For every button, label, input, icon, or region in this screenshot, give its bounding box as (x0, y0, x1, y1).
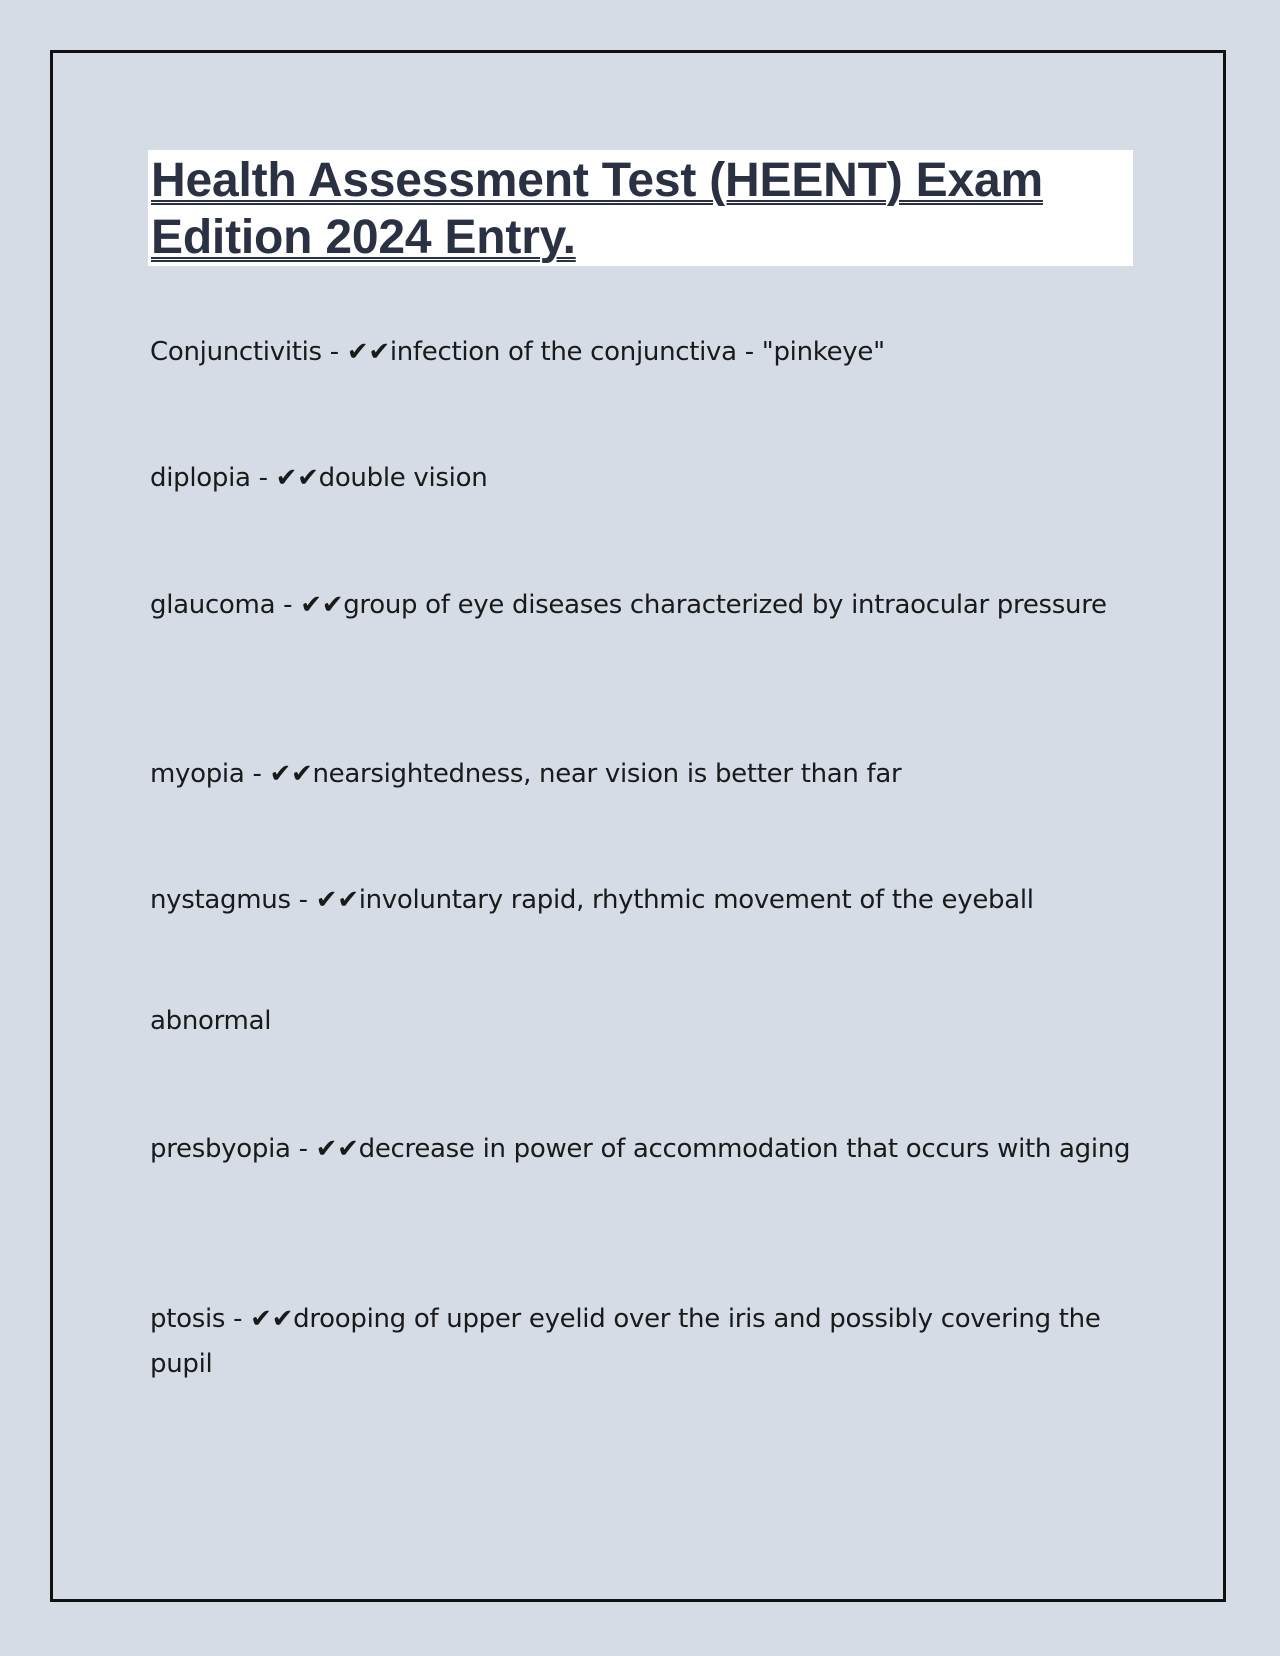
entry-presbyopia (150, 1127, 1135, 1172)
entry-definition: double vision (318, 463, 488, 493)
entry-ptosis (150, 1297, 1135, 1387)
entry-separator: - (275, 590, 301, 620)
check-mark-icon: ✔✔ (275, 463, 319, 493)
entry-definition: decrease in power of accommodation that occurs with aging (358, 1134, 1131, 1164)
entry-term: nystagmus (150, 885, 291, 915)
entry-diplopia (150, 456, 1135, 501)
entry-definition: group of eye diseases characterized by intraocular pressure (343, 590, 1107, 620)
entry-separator: - (250, 463, 276, 493)
document-title: Health Assessment Test (HEENT) Exam Edition 2024 Entry. (151, 154, 1043, 264)
check-mark-icon: ✔✔ (300, 590, 344, 620)
title-box (148, 150, 1133, 266)
entry-definition: infection of the conjunctiva - "pinkeye" (389, 337, 885, 367)
entry-conjunctivitis (150, 330, 1135, 375)
check-mark-icon: ✔✔ (315, 885, 359, 915)
check-mark-icon: ✔✔ (269, 759, 313, 789)
entry-term: abnormal (150, 1006, 272, 1036)
entry-definition: nearsightedness, near vision is better than far (312, 759, 902, 789)
entry-abnormal (150, 999, 1135, 1044)
entry-separator: - (290, 1134, 316, 1164)
entry-separator: - (290, 885, 316, 915)
entry-separator: - (225, 1304, 251, 1334)
entry-nystagmus (150, 878, 1135, 923)
check-mark-icon: ✔✔ (315, 1134, 359, 1164)
entry-definition: involuntary rapid, rhythmic movement of the eyeball (358, 885, 1034, 915)
entry-definition: drooping of upper eyelid over the iris and possibly covering the pupil (150, 1304, 1101, 1379)
entry-separator: - (321, 337, 347, 367)
entry-myopia (150, 752, 1135, 797)
entry-term: myopia (150, 759, 245, 789)
entry-term: Conjunctivitis (150, 337, 322, 367)
entry-term: glaucoma (150, 590, 276, 620)
entry-separator: - (244, 759, 270, 789)
entry-term: diplopia (150, 463, 251, 493)
entry-glaucoma (150, 583, 1135, 628)
check-mark-icon: ✔✔ (250, 1304, 294, 1334)
entry-term: ptosis (150, 1304, 226, 1334)
entry-term: presbyopia (150, 1134, 291, 1164)
check-mark-icon: ✔✔ (346, 337, 390, 367)
